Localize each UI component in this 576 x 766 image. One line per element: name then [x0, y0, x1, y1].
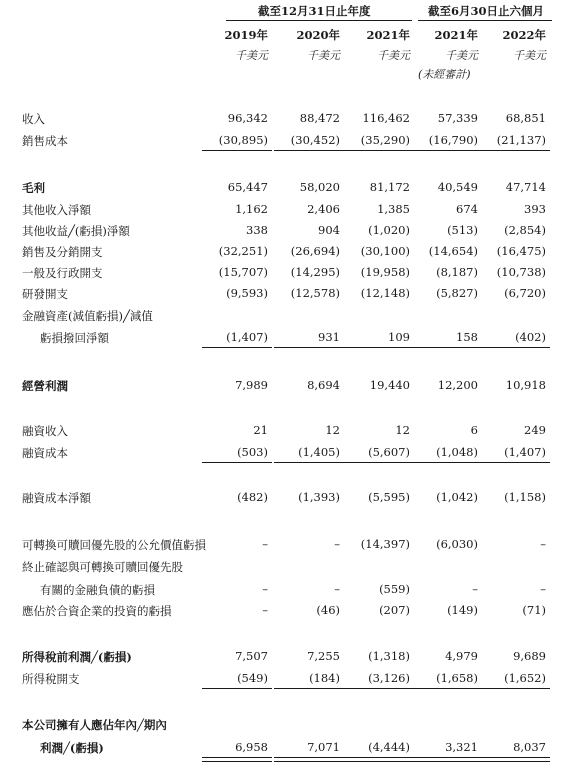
- row-label: 所得稅前利潤╱(虧損): [22, 650, 132, 664]
- row-label: 銷售及分銷開支: [22, 245, 103, 259]
- table-row: [0, 199, 576, 221]
- table-row: [0, 646, 576, 668]
- table-row: [0, 442, 576, 464]
- row-value: –: [262, 582, 268, 596]
- year-2022-h1: 2022年: [502, 28, 546, 42]
- row-value: (482): [237, 490, 268, 504]
- row-label: 其他收益╱(虧損)淨額: [22, 224, 130, 238]
- subtotal-underline: [344, 688, 414, 689]
- row-value: (10,738): [496, 265, 546, 279]
- row-value: (149): [447, 603, 478, 617]
- year-2019: 2019年: [224, 28, 268, 42]
- subtotal-underline: [344, 347, 414, 348]
- row-value: (30,452): [290, 133, 340, 147]
- table-row: [0, 241, 576, 263]
- row-value: –: [540, 537, 546, 551]
- table-row: [0, 177, 576, 199]
- row-value: (6,720): [504, 286, 546, 300]
- row-value: 12,200: [437, 378, 478, 392]
- row-value: (8,187): [436, 265, 478, 279]
- row-value: (21,137): [496, 133, 546, 147]
- row-value: (513): [447, 223, 478, 237]
- total-double-underline: [344, 757, 414, 762]
- header-underline-six-months: [418, 20, 552, 21]
- row-label: 其他收入淨額: [22, 203, 91, 217]
- row-value: (1,652): [504, 671, 546, 685]
- total-double-underline: [412, 757, 482, 762]
- subtotal-underline: [412, 150, 482, 151]
- table-row: [0, 737, 576, 759]
- row-value: 47,714: [505, 180, 546, 194]
- row-value: (16,790): [428, 133, 478, 147]
- table-row: [0, 327, 576, 349]
- row-label: 利潤╱(虧損): [40, 741, 104, 755]
- subtotal-underline: [480, 462, 550, 463]
- row-value: 58,020: [299, 180, 340, 194]
- row-value: 21: [253, 423, 268, 437]
- table-row: [0, 534, 576, 556]
- table-row: [0, 668, 576, 690]
- row-value: 6: [470, 423, 478, 437]
- total-double-underline: [202, 757, 272, 762]
- subtotal-underline: [412, 347, 482, 348]
- row-label: 應佔於合資企業的投資的虧損: [22, 604, 172, 618]
- row-value: (3,126): [368, 671, 410, 685]
- row-value: 158: [456, 330, 478, 344]
- row-label: 所得稅開支: [22, 672, 80, 686]
- row-value: 393: [524, 202, 546, 216]
- subtotal-underline: [344, 462, 414, 463]
- row-value: 7,071: [307, 740, 340, 754]
- row-label: 融資收入: [22, 424, 68, 438]
- row-value: (12,148): [360, 286, 410, 300]
- table-row: [0, 108, 576, 130]
- row-value: –: [262, 603, 268, 617]
- row-value: (14,397): [360, 537, 410, 551]
- table-row: [0, 220, 576, 242]
- row-value: 904: [318, 223, 340, 237]
- table-row: [0, 714, 576, 736]
- row-value: 81,172: [369, 180, 410, 194]
- row-label: 有關的金融負債的虧損: [40, 583, 155, 597]
- subtotal-underline: [202, 150, 272, 151]
- table-row: [0, 375, 576, 397]
- row-value: 65,447: [227, 180, 268, 194]
- row-value: (35,290): [360, 133, 410, 147]
- unit-2022-h1: 千美元: [513, 49, 546, 62]
- row-label: 毛利: [22, 181, 45, 195]
- subtotal-underline: [202, 688, 272, 689]
- row-value: (1,020): [368, 223, 410, 237]
- row-value: (32,251): [218, 244, 268, 258]
- row-label: 終止確認與可轉換可贖回優先股: [22, 560, 183, 574]
- table-row: [0, 262, 576, 284]
- row-value: 12: [395, 423, 410, 437]
- row-value: (1,407): [504, 445, 546, 459]
- row-label: 銷售成本: [22, 134, 68, 148]
- row-value: (1,407): [226, 330, 268, 344]
- row-value: 7,507: [235, 649, 268, 663]
- row-value: (71): [522, 603, 546, 617]
- row-value: (30,100): [360, 244, 410, 258]
- unit-2021-h1: 千美元: [445, 49, 478, 62]
- row-value: –: [334, 582, 340, 596]
- row-value: 2,406: [307, 202, 340, 216]
- row-value: (5,827): [436, 286, 478, 300]
- row-value: (1,042): [436, 490, 478, 504]
- table-row: [0, 420, 576, 442]
- row-value: 7,989: [235, 378, 268, 392]
- row-value: (14,295): [290, 265, 340, 279]
- row-label: 一般及行政開支: [22, 266, 103, 280]
- row-value: (15,707): [218, 265, 268, 279]
- row-value: 19,440: [369, 378, 410, 392]
- subtotal-underline: [412, 688, 482, 689]
- row-label: 融資成本: [22, 446, 68, 460]
- row-value: 7,255: [307, 649, 340, 663]
- subtotal-underline: [202, 347, 272, 348]
- subtotal-underline: [412, 462, 482, 463]
- row-value: 8,694: [307, 378, 340, 392]
- row-value: (184): [309, 671, 340, 685]
- table-row: [0, 600, 576, 622]
- row-value: 57,339: [437, 111, 478, 125]
- row-value: –: [334, 537, 340, 551]
- row-value: 4,979: [445, 649, 478, 663]
- row-value: 12: [325, 423, 340, 437]
- table-row: [0, 556, 576, 578]
- row-value: (207): [379, 603, 410, 617]
- row-value: (549): [237, 671, 268, 685]
- row-value: 88,472: [299, 111, 340, 125]
- row-value: 931: [318, 330, 340, 344]
- row-value: (46): [316, 603, 340, 617]
- row-value: (402): [515, 330, 546, 344]
- row-label: 可轉換可贖回優先股的公允價值虧損: [22, 538, 206, 552]
- subtotal-underline: [202, 462, 272, 463]
- row-value: 96,342: [227, 111, 268, 125]
- unaudited-note: (未經審計): [418, 68, 471, 81]
- row-value: (5,607): [368, 445, 410, 459]
- row-value: (19,958): [360, 265, 410, 279]
- row-value: 40,549: [437, 180, 478, 194]
- row-label: 虧損撥回淨額: [40, 331, 109, 345]
- row-value: (30,895): [218, 133, 268, 147]
- row-value: (6,030): [436, 537, 478, 551]
- table-row: [0, 283, 576, 305]
- year-2021: 2021年: [366, 28, 410, 42]
- row-value: (1,658): [436, 671, 478, 685]
- row-label: 收入: [22, 112, 45, 126]
- subtotal-underline: [274, 688, 344, 689]
- year-2020: 2020年: [296, 28, 340, 42]
- row-value: 10,918: [505, 378, 546, 392]
- header-underline-full-year: [226, 20, 412, 21]
- unit-2019: 千美元: [235, 49, 268, 62]
- subtotal-underline: [274, 347, 344, 348]
- row-value: 249: [524, 423, 546, 437]
- subtotal-underline: [344, 150, 414, 151]
- subtotal-underline: [274, 150, 344, 151]
- row-value: 338: [246, 223, 268, 237]
- row-value: (26,694): [290, 244, 340, 258]
- total-double-underline: [274, 757, 344, 762]
- row-value: (1,158): [504, 490, 546, 504]
- table-row: [0, 305, 576, 327]
- row-value: 68,851: [505, 111, 546, 125]
- row-value: –: [540, 582, 546, 596]
- table-row: [0, 130, 576, 152]
- row-label: 金融資產(減值虧損)╱減值: [22, 309, 153, 323]
- row-value: 3,321: [445, 740, 478, 754]
- subtotal-underline: [480, 347, 550, 348]
- row-value: (4,444): [368, 740, 410, 754]
- row-value: (559): [379, 582, 410, 596]
- row-value: –: [472, 582, 478, 596]
- row-value: (1,393): [298, 490, 340, 504]
- unit-2021: 千美元: [377, 49, 410, 62]
- row-label: 研發開支: [22, 287, 68, 301]
- row-value: 1,162: [235, 202, 268, 216]
- row-value: (12,578): [290, 286, 340, 300]
- row-value: (9,593): [226, 286, 268, 300]
- table-row: [0, 579, 576, 601]
- subtotal-underline: [480, 688, 550, 689]
- row-value: 116,462: [362, 111, 410, 125]
- table-row: [0, 487, 576, 509]
- row-value: (1,048): [436, 445, 478, 459]
- year-2021-h1: 2021年: [434, 28, 478, 42]
- row-label: 經營利潤: [22, 379, 68, 393]
- row-value: 1,385: [377, 202, 410, 216]
- subtotal-underline: [480, 150, 550, 151]
- row-value: –: [262, 537, 268, 551]
- row-label: 本公司擁有人應佔年內╱期內: [22, 718, 167, 732]
- subtotal-underline: [274, 462, 344, 463]
- unit-2020: 千美元: [307, 49, 340, 62]
- row-label: 融資成本淨額: [22, 491, 91, 505]
- header-group-full-year: 截至12月31日止年度: [258, 4, 371, 18]
- row-value: (14,654): [428, 244, 478, 258]
- row-value: 8,037: [513, 740, 546, 754]
- row-value: (5,595): [368, 490, 410, 504]
- row-value: (16,475): [496, 244, 546, 258]
- total-double-underline: [480, 757, 550, 762]
- row-value: (503): [237, 445, 268, 459]
- row-value: (1,405): [298, 445, 340, 459]
- row-value: 6,958: [235, 740, 268, 754]
- row-value: 9,689: [513, 649, 546, 663]
- row-value: (1,318): [368, 649, 410, 663]
- row-value: 109: [388, 330, 410, 344]
- header-group-six-months: 截至6月30日止六個月: [428, 4, 545, 18]
- row-value: 674: [456, 202, 478, 216]
- row-value: (2,854): [504, 223, 546, 237]
